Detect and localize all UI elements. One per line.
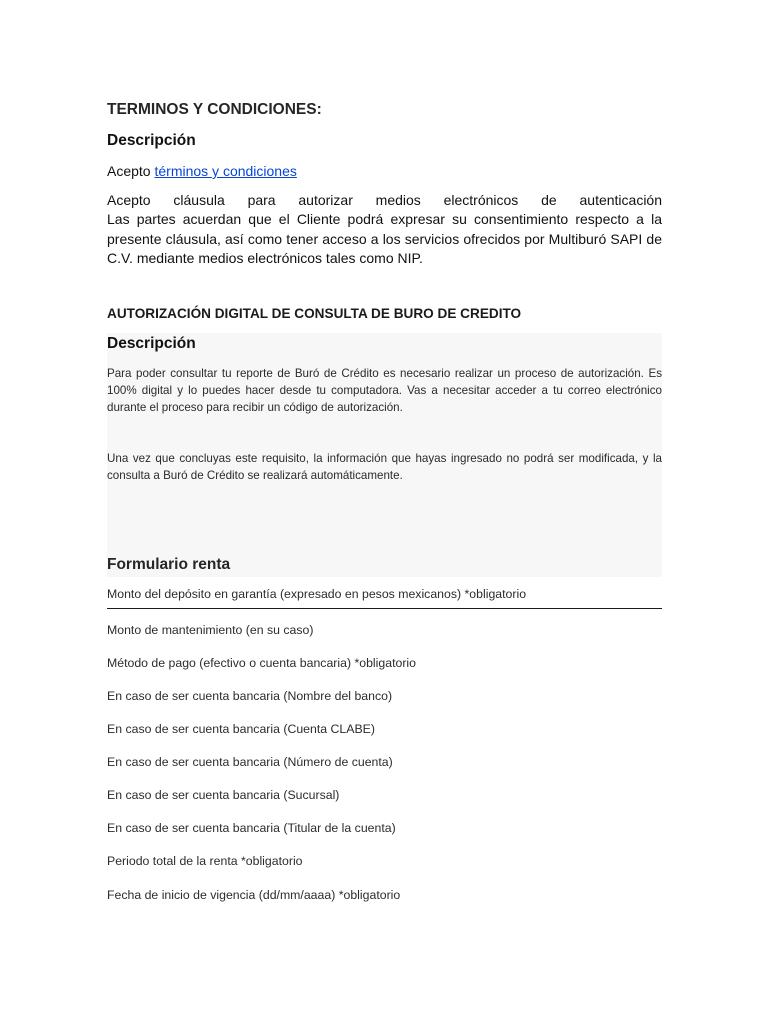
- terms-description-heading: Descripción: [107, 132, 196, 149]
- field-label: Monto de mantenimiento (en su caso): [107, 623, 314, 637]
- branch-field[interactable]: [107, 783, 662, 809]
- account-number-field[interactable]: [107, 750, 662, 776]
- field-label: En caso de ser cuenta bancaria (Sucursal): [107, 788, 340, 802]
- account-holder-field[interactable]: [107, 816, 662, 842]
- authorization-paragraph-1: Para poder consultar tu reporte de Buró de Crédito es necesario realizar un proceso de autorización. Es 100% digital y lo puedes hacer desde tu computadora. Vas a necesitar acceder a tu correo electrónico durante el proceso para recibir un código de autorización.: [107, 367, 662, 414]
- deposit-amount-field[interactable]: [107, 582, 662, 609]
- authorization-description-heading: Descripción: [107, 335, 196, 352]
- field-label: Fecha de inicio de vigencia (dd/mm/aaaa) *obligatorio: [107, 888, 401, 902]
- field-label: En caso de ser cuenta bancaria (Cuenta CLABE): [107, 722, 375, 736]
- authorization-paragraph-2: Una vez que concluyas este requisito, la información que hayas ingresado no podrá ser modificada, y la consulta a Buró de Crédito se realizará automáticamente.: [107, 452, 662, 482]
- terms-title: TERMINOS Y CONDICIONES:: [107, 101, 322, 118]
- terms-link[interactable]: términos y condiciones: [154, 163, 297, 179]
- clabe-field[interactable]: [107, 717, 662, 743]
- field-label: Método de pago (efectivo o cuenta bancaria) *obligatorio: [107, 656, 416, 670]
- rent-period-field[interactable]: [107, 849, 662, 875]
- payment-method-field[interactable]: [107, 651, 662, 677]
- field-label: Monto del depósito en garantía (expresado en pesos mexicanos) *obligatorio: [107, 587, 527, 601]
- field-label: En caso de ser cuenta bancaria (Número de cuenta): [107, 755, 393, 769]
- bank-name-field[interactable]: [107, 684, 662, 710]
- field-label: En caso de ser cuenta bancaria (Titular de la cuenta): [107, 821, 396, 835]
- field-label: En caso de ser cuenta bancaria (Nombre del banco): [107, 689, 393, 703]
- authorization-title: AUTORIZACIÓN DIGITAL DE CONSULTA DE BURO DE CREDITO: [107, 306, 522, 321]
- maintenance-amount-field[interactable]: [107, 618, 662, 644]
- form-title: Formulario renta: [107, 556, 231, 573]
- field-label: Periodo total de la renta *obligatorio: [107, 854, 303, 868]
- accept-prefix: Acepto: [107, 163, 151, 179]
- clause-body: Las partes acuerdan que el Cliente podrá expresar su consentimiento respecto a la presente cláusula, así como tener acceso a los servicios ofrecidos por Multiburó SAPI de C.V. mediante medios electrónicos tales como NIP.: [107, 211, 662, 266]
- clause-first-line: Acepto cláusula para autorizar medios electrónicos de autenticación: [107, 192, 662, 208]
- accept-terms-line: [107, 163, 297, 179]
- start-date-field[interactable]: [107, 883, 662, 909]
- clause-paragraph: [107, 191, 662, 268]
